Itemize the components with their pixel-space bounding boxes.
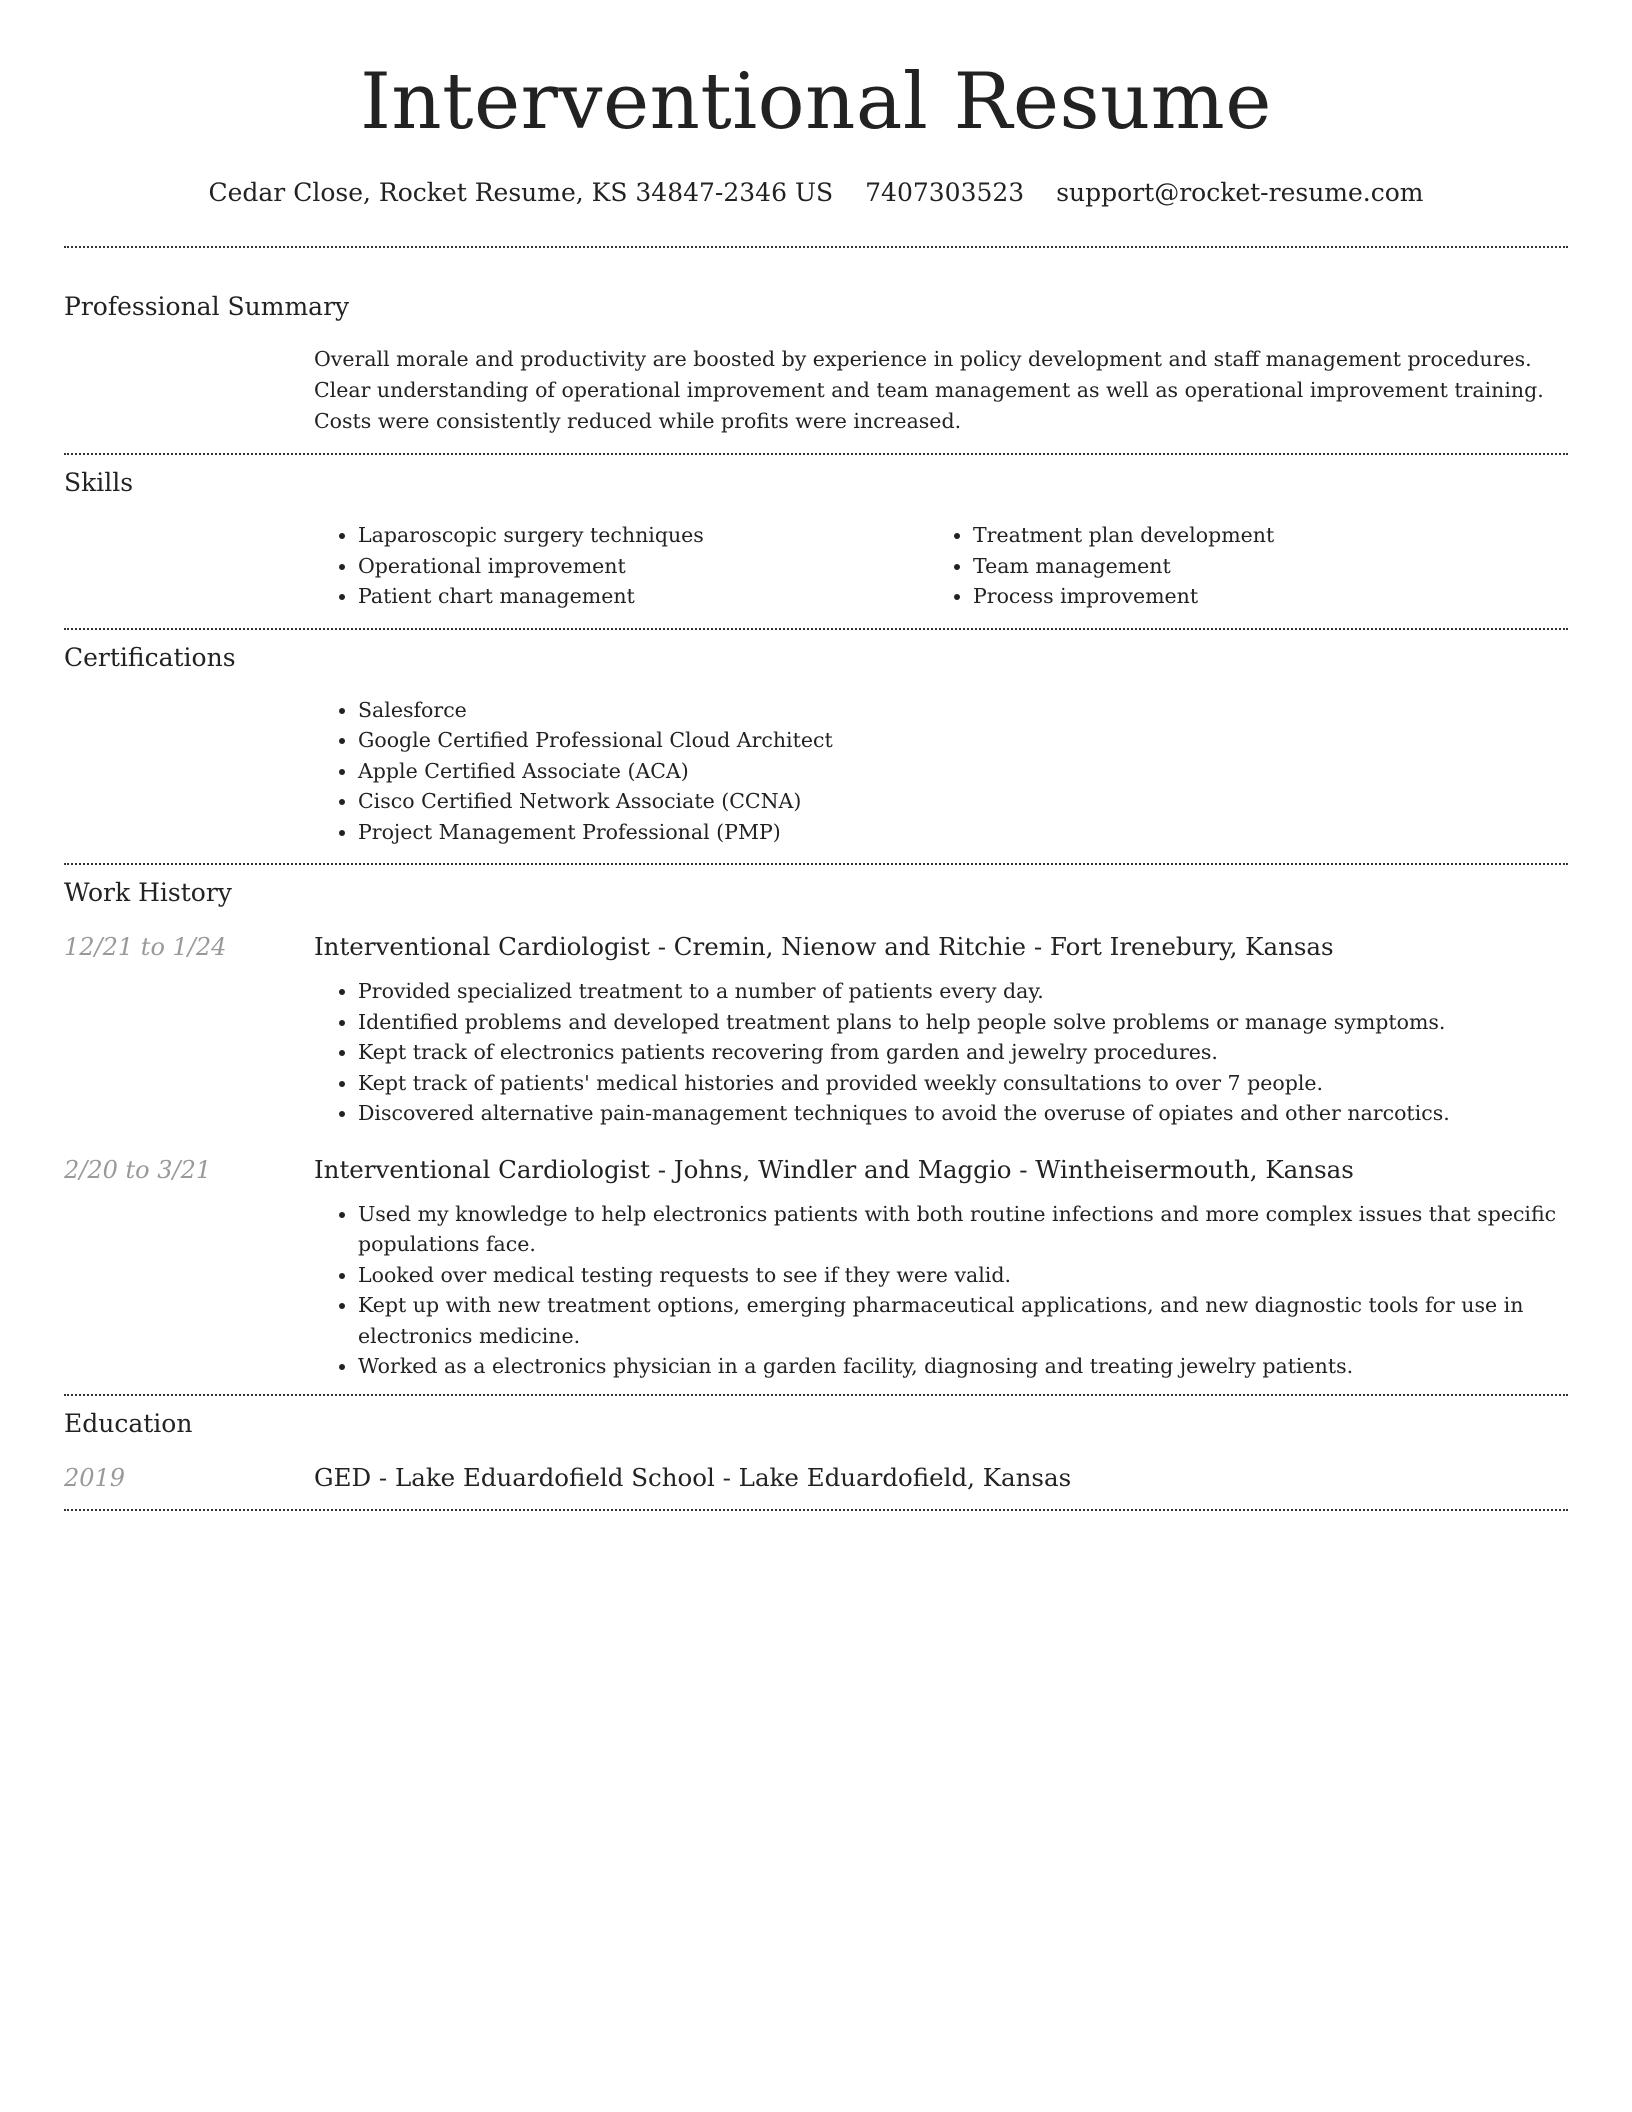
- certifications-list: [314, 695, 1568, 848]
- skills-list-right: [929, 520, 1544, 612]
- skill-item: • Treatment plan development: [973, 520, 1544, 551]
- job-bullets: [314, 976, 1568, 1129]
- job-bullet: • Kept up with new treatment options, emerging pharmaceutical applications, and new diagnostic tools for use in electronics medicine.: [358, 1290, 1568, 1351]
- job-bullets: [314, 1199, 1568, 1382]
- job-employer-location: - Cremin, Nienow and Ritchie - Fort Irenebury, Kansas: [649, 932, 1334, 961]
- job-bullet: • Identified problems and developed treatment plans to help people solve problems or manage symptoms.: [358, 1007, 1568, 1038]
- job-bullet: • Worked as a electronics physician in a garden facility, diagnosing and treating jewelry patients.: [358, 1351, 1568, 1382]
- skill-item: • Laparoscopic surgery techniques: [358, 520, 929, 551]
- certification-item: • Salesforce: [358, 695, 1568, 726]
- contact-line: [64, 176, 1568, 210]
- skill-item: • Team management: [973, 551, 1544, 582]
- job-bullet: • Kept track of patients' medical histories and provided weekly consultations to over 7 people.: [358, 1068, 1568, 1099]
- job-details: [314, 930, 1568, 1129]
- job-entry: [64, 1153, 1568, 1382]
- education-line: GED - Lake Eduardofield School - Lake Eduardofield, Kansas: [314, 1462, 1072, 1492]
- education-section: [64, 1396, 1568, 1509]
- skills-column-right: [929, 520, 1544, 612]
- skill-item: • Operational improvement: [358, 551, 929, 582]
- skills-column-left: [314, 520, 929, 612]
- education-year: 2019: [64, 1463, 126, 1492]
- certifications-section: [64, 630, 1568, 864]
- divider: [64, 1509, 1568, 1511]
- job-bullet: • Looked over medical testing requests to see if they were valid.: [358, 1260, 1568, 1291]
- job-role: Interventional Cardiologist: [314, 1154, 650, 1184]
- job-role: Interventional Cardiologist: [314, 932, 650, 961]
- work-history-section: [64, 865, 1568, 1394]
- skills-section: [64, 455, 1568, 628]
- certification-item: • Cisco Certified Network Associate (CCNA): [358, 786, 1568, 817]
- job-details: [314, 1153, 1568, 1382]
- education-entry: [64, 1461, 1568, 1495]
- job-title-line: [314, 1153, 1568, 1187]
- candidate-name: Interventional Resume: [360, 57, 1272, 147]
- section-title-education: Education: [64, 1408, 193, 1438]
- summary-text: Overall morale and productivity are boosted by experience in policy development and staff management procedures. Clear understanding of operational improvement and team management as well as operational improvement training. Costs were consistently reduced while profits were increased.: [314, 347, 1544, 433]
- contact-email: support@rocket-resume.com: [1056, 178, 1424, 207]
- contact-phone: 7407303523: [865, 178, 1025, 207]
- section-title-certifications: Certifications: [64, 642, 236, 672]
- job-entry: [64, 930, 1568, 1129]
- skills-columns: [314, 520, 1568, 612]
- section-title-work-history: Work History: [64, 878, 232, 907]
- job-dates: 12/21 to 1/24: [64, 933, 227, 961]
- job-employer-location: - Johns, Windler and Maggio - Wintheisermouth, Kansas: [649, 1154, 1354, 1184]
- job-bullet: • Kept track of electronics patients recovering from garden and jewelry procedures.: [358, 1037, 1568, 1068]
- contact-address: Cedar Close, Rocket Resume, KS 34847-2346 US: [208, 178, 834, 207]
- job-bullet: • Discovered alternative pain-management techniques to avoid the overuse of opiates and other narcotics.: [358, 1098, 1568, 1129]
- job-bullet: • Used my knowledge to help electronics patients with both routine infections and more complex issues that specific populations face.: [358, 1199, 1568, 1260]
- job-title-line: [314, 930, 1568, 964]
- section-title-summary: Professional Summary: [64, 292, 350, 321]
- skill-item: • Process improvement: [973, 581, 1544, 612]
- certification-item: • Apple Certified Associate (ACA): [358, 756, 1568, 787]
- certifications-body: [314, 695, 1568, 848]
- job-bullet: • Provided specialized treatment to a number of patients every day.: [358, 976, 1568, 1007]
- resume-header: [64, 0, 1568, 210]
- skill-item: • Patient chart management: [358, 581, 929, 612]
- section-title-skills: Skills: [64, 468, 134, 497]
- certification-item: • Google Certified Professional Cloud Architect: [358, 725, 1568, 756]
- certification-item: • Project Management Professional (PMP): [358, 817, 1568, 848]
- job-dates: 2/20 to 3/21: [64, 1155, 212, 1184]
- professional-summary-section: [64, 248, 1568, 453]
- skills-list-left: [314, 520, 929, 612]
